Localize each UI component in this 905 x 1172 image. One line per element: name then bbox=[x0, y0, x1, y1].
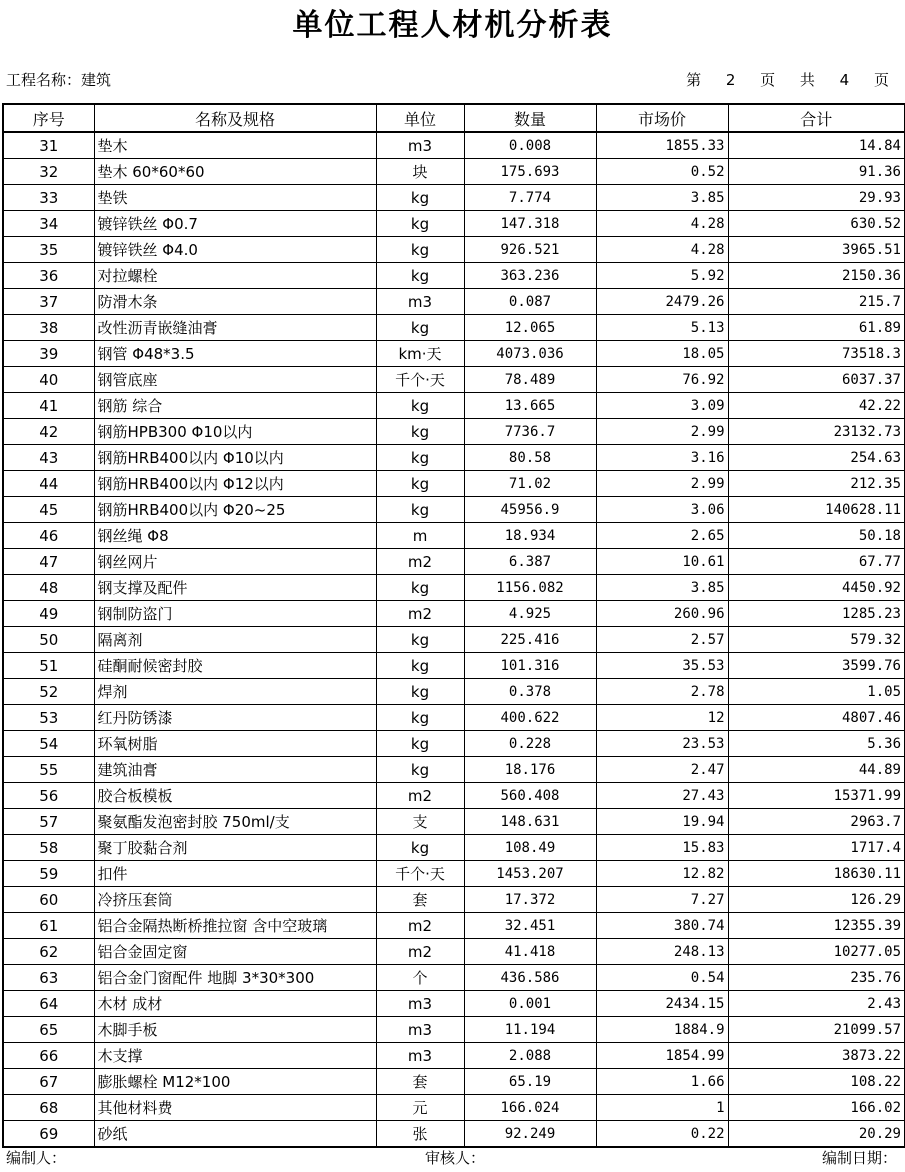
total-cell: 579.32 bbox=[728, 627, 905, 653]
quantity-cell: 0.087 bbox=[464, 289, 596, 315]
quantity-cell: 166.024 bbox=[464, 1095, 596, 1121]
total-cell: 14.84 bbox=[728, 132, 905, 159]
total-cell: 67.77 bbox=[728, 549, 905, 575]
table-row bbox=[3, 471, 905, 497]
material-name-cell: 铝合金固定窗 bbox=[94, 939, 376, 965]
total-cell: 1.05 bbox=[728, 679, 905, 705]
compiler-label: 编制人： bbox=[6, 1149, 67, 1167]
project-name: 工程名称：建筑 bbox=[6, 71, 112, 89]
unit-cell: kg bbox=[376, 497, 464, 523]
table-row bbox=[3, 549, 905, 575]
table-row bbox=[3, 445, 905, 471]
quantity-cell: 18.176 bbox=[464, 757, 596, 783]
total-cell: 3965.51 bbox=[728, 237, 905, 263]
row-index-cell: 42 bbox=[3, 419, 94, 445]
material-name-cell: 铝合金隔热断桥推拉窗 含中空玻璃 bbox=[94, 913, 376, 939]
table-row bbox=[3, 653, 905, 679]
table-row bbox=[3, 887, 905, 913]
total-cell: 6037.37 bbox=[728, 367, 905, 393]
row-index-cell: 61 bbox=[3, 913, 94, 939]
market-price-cell: 2.47 bbox=[596, 757, 728, 783]
unit-cell: kg bbox=[376, 185, 464, 211]
total-cell: 2.43 bbox=[728, 991, 905, 1017]
material-name-cell: 钢筋HRB400以内 Φ12以内 bbox=[94, 471, 376, 497]
row-index-cell: 68 bbox=[3, 1095, 94, 1121]
materials-table bbox=[2, 103, 905, 1148]
row-index-cell: 45 bbox=[3, 497, 94, 523]
total-cell: 3599.76 bbox=[728, 653, 905, 679]
unit-cell: kg bbox=[376, 627, 464, 653]
unit-cell: kg bbox=[376, 731, 464, 757]
quantity-cell: 4073.036 bbox=[464, 341, 596, 367]
quantity-cell: 6.387 bbox=[464, 549, 596, 575]
table-row bbox=[3, 679, 905, 705]
material-name-cell: 镀锌铁丝 Φ4.0 bbox=[94, 237, 376, 263]
row-index-cell: 60 bbox=[3, 887, 94, 913]
market-price-cell: 27.43 bbox=[596, 783, 728, 809]
row-index-cell: 32 bbox=[3, 159, 94, 185]
row-index-cell: 67 bbox=[3, 1069, 94, 1095]
row-index-cell: 35 bbox=[3, 237, 94, 263]
quantity-cell: 926.521 bbox=[464, 237, 596, 263]
unit-cell: km·天 bbox=[376, 341, 464, 367]
quantity-cell: 0.001 bbox=[464, 991, 596, 1017]
total-cell: 212.35 bbox=[728, 471, 905, 497]
market-price-cell: 12 bbox=[596, 705, 728, 731]
table-row bbox=[3, 237, 905, 263]
header-market-price: 市场价 bbox=[596, 104, 728, 132]
quantity-cell: 17.372 bbox=[464, 887, 596, 913]
row-index-cell: 39 bbox=[3, 341, 94, 367]
row-index-cell: 38 bbox=[3, 315, 94, 341]
material-name-cell: 硅酮耐候密封胶 bbox=[94, 653, 376, 679]
material-name-cell: 钢制防盗门 bbox=[94, 601, 376, 627]
market-price-cell: 5.92 bbox=[596, 263, 728, 289]
total-cell: 108.22 bbox=[728, 1069, 905, 1095]
row-index-cell: 57 bbox=[3, 809, 94, 835]
unit-cell: m2 bbox=[376, 601, 464, 627]
material-name-cell: 镀锌铁丝 Φ0.7 bbox=[94, 211, 376, 237]
row-index-cell: 65 bbox=[3, 1017, 94, 1043]
market-price-cell: 4.28 bbox=[596, 211, 728, 237]
table-row bbox=[3, 627, 905, 653]
row-index-cell: 36 bbox=[3, 263, 94, 289]
unit-cell: 张 bbox=[376, 1121, 464, 1148]
unit-cell: m3 bbox=[376, 289, 464, 315]
header-index: 序号 bbox=[3, 104, 94, 132]
quantity-cell: 2.088 bbox=[464, 1043, 596, 1069]
quantity-cell: 7.774 bbox=[464, 185, 596, 211]
unit-cell: m2 bbox=[376, 549, 464, 575]
unit-cell: m3 bbox=[376, 1043, 464, 1069]
unit-cell: kg bbox=[376, 679, 464, 705]
row-index-cell: 51 bbox=[3, 653, 94, 679]
table-row bbox=[3, 783, 905, 809]
quantity-cell: 41.418 bbox=[464, 939, 596, 965]
table-row bbox=[3, 757, 905, 783]
unit-cell: kg bbox=[376, 471, 464, 497]
table-row bbox=[3, 211, 905, 237]
total-cell: 140628.11 bbox=[728, 497, 905, 523]
market-price-cell: 2434.15 bbox=[596, 991, 728, 1017]
table-row bbox=[3, 991, 905, 1017]
table-row bbox=[3, 341, 905, 367]
total-cell: 91.36 bbox=[728, 159, 905, 185]
total-cell: 215.7 bbox=[728, 289, 905, 315]
table-row bbox=[3, 705, 905, 731]
quantity-cell: 4.925 bbox=[464, 601, 596, 627]
total-cell: 29.93 bbox=[728, 185, 905, 211]
quantity-cell: 32.451 bbox=[464, 913, 596, 939]
quantity-cell: 108.49 bbox=[464, 835, 596, 861]
total-cell: 2963.7 bbox=[728, 809, 905, 835]
market-price-cell: 3.06 bbox=[596, 497, 728, 523]
row-index-cell: 47 bbox=[3, 549, 94, 575]
material-name-cell: 钢筋HRB400以内 Φ20~25 bbox=[94, 497, 376, 523]
market-price-cell: 1854.99 bbox=[596, 1043, 728, 1069]
unit-cell: kg bbox=[376, 445, 464, 471]
header-name: 名称及规格 bbox=[94, 104, 376, 132]
unit-cell: kg bbox=[376, 575, 464, 601]
unit-cell: m3 bbox=[376, 132, 464, 159]
table-row bbox=[3, 289, 905, 315]
market-price-cell: 15.83 bbox=[596, 835, 728, 861]
market-price-cell: 248.13 bbox=[596, 939, 728, 965]
market-price-cell: 2479.26 bbox=[596, 289, 728, 315]
table-row bbox=[3, 419, 905, 445]
material-name-cell: 垫木 bbox=[94, 132, 376, 159]
total-cell: 5.36 bbox=[728, 731, 905, 757]
market-price-cell: 3.09 bbox=[596, 393, 728, 419]
market-price-cell: 12.82 bbox=[596, 861, 728, 887]
quantity-cell: 175.693 bbox=[464, 159, 596, 185]
total-cell: 50.18 bbox=[728, 523, 905, 549]
table-row bbox=[3, 731, 905, 757]
material-name-cell: 红丹防锈漆 bbox=[94, 705, 376, 731]
table-row bbox=[3, 367, 905, 393]
material-name-cell: 改性沥青嵌缝油膏 bbox=[94, 315, 376, 341]
material-name-cell: 钢筋HRB400以内 Φ10以内 bbox=[94, 445, 376, 471]
market-price-cell: 260.96 bbox=[596, 601, 728, 627]
material-name-cell: 冷挤压套筒 bbox=[94, 887, 376, 913]
material-name-cell: 垫铁 bbox=[94, 185, 376, 211]
unit-cell: kg bbox=[376, 211, 464, 237]
quantity-cell: 80.58 bbox=[464, 445, 596, 471]
table-row bbox=[3, 861, 905, 887]
row-index-cell: 64 bbox=[3, 991, 94, 1017]
unit-cell: kg bbox=[376, 237, 464, 263]
total-cell: 21099.57 bbox=[728, 1017, 905, 1043]
table-header-row bbox=[3, 104, 905, 132]
total-cell: 4450.92 bbox=[728, 575, 905, 601]
material-name-cell: 钢筋 综合 bbox=[94, 393, 376, 419]
market-price-cell: 18.05 bbox=[596, 341, 728, 367]
quantity-cell: 18.934 bbox=[464, 523, 596, 549]
reviewer-label: 审核人： bbox=[425, 1149, 486, 1167]
table-row bbox=[3, 1043, 905, 1069]
row-index-cell: 58 bbox=[3, 835, 94, 861]
material-name-cell: 对拉螺栓 bbox=[94, 263, 376, 289]
material-name-cell: 环氧树脂 bbox=[94, 731, 376, 757]
quantity-cell: 13.665 bbox=[464, 393, 596, 419]
total-cell: 2150.36 bbox=[728, 263, 905, 289]
quantity-cell: 78.489 bbox=[464, 367, 596, 393]
total-cell: 18630.11 bbox=[728, 861, 905, 887]
quantity-cell: 45956.9 bbox=[464, 497, 596, 523]
row-index-cell: 49 bbox=[3, 601, 94, 627]
unit-cell: 个 bbox=[376, 965, 464, 991]
table-row bbox=[3, 913, 905, 939]
material-name-cell: 焊剂 bbox=[94, 679, 376, 705]
market-price-cell: 380.74 bbox=[596, 913, 728, 939]
quantity-cell: 436.586 bbox=[464, 965, 596, 991]
header-quantity: 数量 bbox=[464, 104, 596, 132]
page-title: 单位工程人材机分析表 bbox=[292, 8, 613, 43]
table-row bbox=[3, 809, 905, 835]
unit-cell: 千个·天 bbox=[376, 367, 464, 393]
market-price-cell: 0.52 bbox=[596, 159, 728, 185]
market-price-cell: 2.99 bbox=[596, 471, 728, 497]
market-price-cell: 1 bbox=[596, 1095, 728, 1121]
market-price-cell: 3.16 bbox=[596, 445, 728, 471]
market-price-cell: 2.99 bbox=[596, 419, 728, 445]
page-indicator: 第 2 页 共 4 页 bbox=[686, 71, 899, 89]
quantity-cell: 400.622 bbox=[464, 705, 596, 731]
row-index-cell: 66 bbox=[3, 1043, 94, 1069]
table-row bbox=[3, 1095, 905, 1121]
footer bbox=[0, 1146, 905, 1170]
total-cell: 12355.39 bbox=[728, 913, 905, 939]
unit-cell: kg bbox=[376, 393, 464, 419]
quantity-cell: 363.236 bbox=[464, 263, 596, 289]
quantity-cell: 12.065 bbox=[464, 315, 596, 341]
material-name-cell: 胶合板模板 bbox=[94, 783, 376, 809]
unit-cell: kg bbox=[376, 315, 464, 341]
market-price-cell: 3.85 bbox=[596, 575, 728, 601]
material-name-cell: 垫木 60*60*60 bbox=[94, 159, 376, 185]
market-price-cell: 5.13 bbox=[596, 315, 728, 341]
unit-cell: m bbox=[376, 523, 464, 549]
quantity-cell: 7736.7 bbox=[464, 419, 596, 445]
table-row bbox=[3, 965, 905, 991]
total-cell: 20.29 bbox=[728, 1121, 905, 1148]
quantity-cell: 0.228 bbox=[464, 731, 596, 757]
material-name-cell: 扣件 bbox=[94, 861, 376, 887]
total-cell: 42.22 bbox=[728, 393, 905, 419]
row-index-cell: 50 bbox=[3, 627, 94, 653]
table-row bbox=[3, 315, 905, 341]
market-price-cell: 1855.33 bbox=[596, 132, 728, 159]
table-row bbox=[3, 393, 905, 419]
date-label: 编制日期： bbox=[821, 1149, 897, 1167]
total-cell: 73518.3 bbox=[728, 341, 905, 367]
table-row bbox=[3, 159, 905, 185]
material-name-cell: 钢丝绳 Φ8 bbox=[94, 523, 376, 549]
market-price-cell: 7.27 bbox=[596, 887, 728, 913]
unit-cell: kg bbox=[376, 757, 464, 783]
market-price-cell: 3.85 bbox=[596, 185, 728, 211]
total-cell: 23132.73 bbox=[728, 419, 905, 445]
row-index-cell: 54 bbox=[3, 731, 94, 757]
row-index-cell: 46 bbox=[3, 523, 94, 549]
row-index-cell: 62 bbox=[3, 939, 94, 965]
material-name-cell: 建筑油膏 bbox=[94, 757, 376, 783]
row-index-cell: 59 bbox=[3, 861, 94, 887]
material-name-cell: 木材 成材 bbox=[94, 991, 376, 1017]
market-price-cell: 10.61 bbox=[596, 549, 728, 575]
table-row bbox=[3, 263, 905, 289]
header-unit: 单位 bbox=[376, 104, 464, 132]
market-price-cell: 1.66 bbox=[596, 1069, 728, 1095]
row-index-cell: 52 bbox=[3, 679, 94, 705]
row-index-cell: 33 bbox=[3, 185, 94, 211]
row-index-cell: 53 bbox=[3, 705, 94, 731]
unit-cell: m2 bbox=[376, 783, 464, 809]
table-row bbox=[3, 939, 905, 965]
table-row bbox=[3, 185, 905, 211]
material-name-cell: 木支撑 bbox=[94, 1043, 376, 1069]
unit-cell: kg bbox=[376, 263, 464, 289]
unit-cell: m2 bbox=[376, 939, 464, 965]
material-name-cell: 聚丁胶黏合剂 bbox=[94, 835, 376, 861]
market-price-cell: 0.54 bbox=[596, 965, 728, 991]
total-cell: 15371.99 bbox=[728, 783, 905, 809]
quantity-cell: 11.194 bbox=[464, 1017, 596, 1043]
unit-cell: m3 bbox=[376, 991, 464, 1017]
total-cell: 630.52 bbox=[728, 211, 905, 237]
market-price-cell: 76.92 bbox=[596, 367, 728, 393]
material-name-cell: 钢管 Φ48*3.5 bbox=[94, 341, 376, 367]
table-body bbox=[3, 132, 905, 1147]
material-name-cell: 钢丝网片 bbox=[94, 549, 376, 575]
unit-cell: 块 bbox=[376, 159, 464, 185]
row-index-cell: 37 bbox=[3, 289, 94, 315]
unit-cell: 套 bbox=[376, 1069, 464, 1095]
market-price-cell: 35.53 bbox=[596, 653, 728, 679]
header-total: 合计 bbox=[728, 104, 905, 132]
material-name-cell: 钢支撑及配件 bbox=[94, 575, 376, 601]
quantity-cell: 101.316 bbox=[464, 653, 596, 679]
quantity-cell: 1156.082 bbox=[464, 575, 596, 601]
total-cell: 44.89 bbox=[728, 757, 905, 783]
quantity-cell: 0.378 bbox=[464, 679, 596, 705]
quantity-cell: 225.416 bbox=[464, 627, 596, 653]
table-row bbox=[3, 1121, 905, 1148]
unit-cell: 套 bbox=[376, 887, 464, 913]
row-index-cell: 41 bbox=[3, 393, 94, 419]
total-cell: 4807.46 bbox=[728, 705, 905, 731]
table-row bbox=[3, 1017, 905, 1043]
market-price-cell: 19.94 bbox=[596, 809, 728, 835]
quantity-cell: 560.408 bbox=[464, 783, 596, 809]
quantity-cell: 71.02 bbox=[464, 471, 596, 497]
material-name-cell: 木脚手板 bbox=[94, 1017, 376, 1043]
table-row bbox=[3, 497, 905, 523]
table-row bbox=[3, 601, 905, 627]
table-row bbox=[3, 523, 905, 549]
row-index-cell: 34 bbox=[3, 211, 94, 237]
total-cell: 10277.05 bbox=[728, 939, 905, 965]
material-name-cell: 其他材料费 bbox=[94, 1095, 376, 1121]
row-index-cell: 31 bbox=[3, 132, 94, 159]
meta-row bbox=[0, 68, 905, 92]
total-cell: 235.76 bbox=[728, 965, 905, 991]
material-name-cell: 砂纸 bbox=[94, 1121, 376, 1148]
total-cell: 1717.4 bbox=[728, 835, 905, 861]
row-index-cell: 44 bbox=[3, 471, 94, 497]
row-index-cell: 43 bbox=[3, 445, 94, 471]
unit-cell: 千个·天 bbox=[376, 861, 464, 887]
row-index-cell: 56 bbox=[3, 783, 94, 809]
unit-cell: m3 bbox=[376, 1017, 464, 1043]
market-price-cell: 1884.9 bbox=[596, 1017, 728, 1043]
total-cell: 61.89 bbox=[728, 315, 905, 341]
material-name-cell: 钢筋HPB300 Φ10以内 bbox=[94, 419, 376, 445]
table-row bbox=[3, 575, 905, 601]
total-cell: 3873.22 bbox=[728, 1043, 905, 1069]
material-name-cell: 钢管底座 bbox=[94, 367, 376, 393]
row-index-cell: 48 bbox=[3, 575, 94, 601]
table-row bbox=[3, 1069, 905, 1095]
material-name-cell: 膨胀螺栓 M12*100 bbox=[94, 1069, 376, 1095]
quantity-cell: 148.631 bbox=[464, 809, 596, 835]
row-index-cell: 55 bbox=[3, 757, 94, 783]
total-cell: 166.02 bbox=[728, 1095, 905, 1121]
quantity-cell: 147.318 bbox=[464, 211, 596, 237]
unit-cell: kg bbox=[376, 653, 464, 679]
quantity-cell: 65.19 bbox=[464, 1069, 596, 1095]
row-index-cell: 63 bbox=[3, 965, 94, 991]
unit-cell: kg bbox=[376, 705, 464, 731]
market-price-cell: 2.65 bbox=[596, 523, 728, 549]
unit-cell: 支 bbox=[376, 809, 464, 835]
material-name-cell: 铝合金门窗配件 地脚 3*30*300 bbox=[94, 965, 376, 991]
material-name-cell: 隔离剂 bbox=[94, 627, 376, 653]
material-name-cell: 聚氨酯发泡密封胶 750ml/支 bbox=[94, 809, 376, 835]
unit-cell: kg bbox=[376, 835, 464, 861]
quantity-cell: 0.008 bbox=[464, 132, 596, 159]
total-cell: 254.63 bbox=[728, 445, 905, 471]
unit-cell: 元 bbox=[376, 1095, 464, 1121]
quantity-cell: 92.249 bbox=[464, 1121, 596, 1148]
table-row bbox=[3, 132, 905, 159]
market-price-cell: 2.78 bbox=[596, 679, 728, 705]
total-cell: 126.29 bbox=[728, 887, 905, 913]
market-price-cell: 2.57 bbox=[596, 627, 728, 653]
quantity-cell: 1453.207 bbox=[464, 861, 596, 887]
market-price-cell: 23.53 bbox=[596, 731, 728, 757]
material-name-cell: 防滑木条 bbox=[94, 289, 376, 315]
market-price-cell: 4.28 bbox=[596, 237, 728, 263]
table-row bbox=[3, 835, 905, 861]
row-index-cell: 40 bbox=[3, 367, 94, 393]
market-price-cell: 0.22 bbox=[596, 1121, 728, 1148]
row-index-cell: 69 bbox=[3, 1121, 94, 1148]
unit-cell: m2 bbox=[376, 913, 464, 939]
unit-cell: kg bbox=[376, 419, 464, 445]
total-cell: 1285.23 bbox=[728, 601, 905, 627]
